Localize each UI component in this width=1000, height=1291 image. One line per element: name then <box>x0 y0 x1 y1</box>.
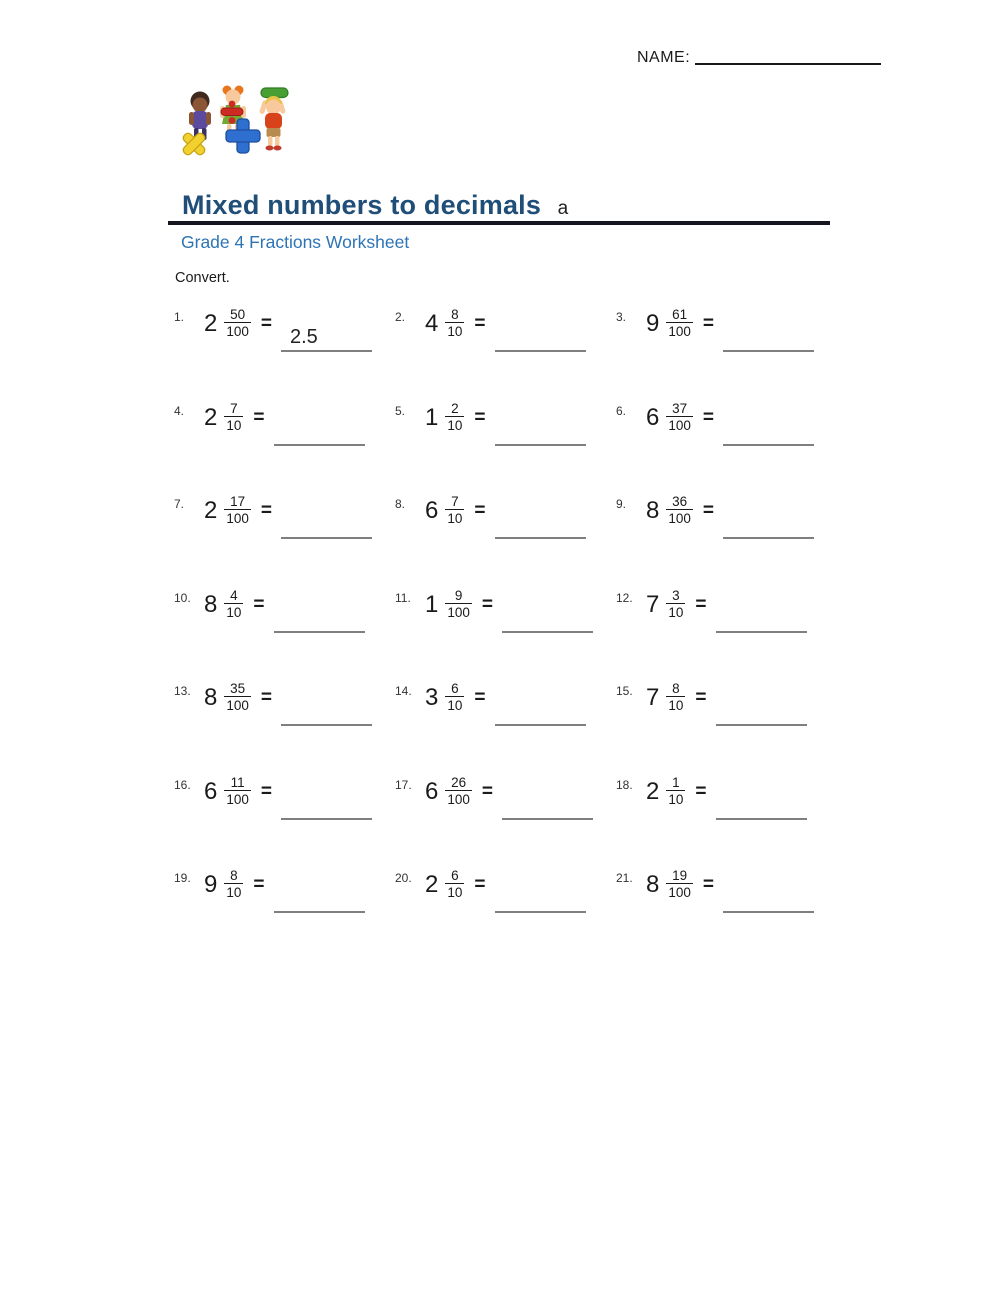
fraction-numerator: 50 <box>230 307 246 322</box>
fraction <box>224 494 251 526</box>
equals-sign: = <box>260 313 272 335</box>
fraction-denominator: 10 <box>668 604 684 620</box>
mixed-number-expression <box>425 308 486 340</box>
answer-blank[interactable] <box>716 592 807 633</box>
whole-number: 8 <box>646 871 660 899</box>
problem-number: 4. <box>174 403 185 418</box>
equals-sign: = <box>474 687 486 709</box>
equals-sign: = <box>253 593 265 615</box>
fraction-denominator: 10 <box>668 791 684 807</box>
problem-item <box>174 672 395 766</box>
mixed-number-expression <box>425 589 493 621</box>
fraction-numerator: 8 <box>230 868 238 883</box>
mixed-number-expression <box>425 682 486 714</box>
equals-sign: = <box>695 593 707 615</box>
fraction <box>445 401 464 433</box>
equals-sign: = <box>702 313 714 335</box>
problem-number: 15. <box>616 684 633 698</box>
mixed-number-expression <box>646 495 714 527</box>
whole-number: 6 <box>425 777 439 805</box>
answer-blank[interactable] <box>495 498 586 539</box>
title-divider <box>168 221 830 225</box>
whole-number: 7 <box>646 684 660 712</box>
problem-number: 17. <box>395 777 412 792</box>
whole-number: 2 <box>646 777 660 805</box>
fraction-numerator: 6 <box>451 868 459 883</box>
problem-item <box>616 298 832 392</box>
mixed-number-expression <box>425 495 486 527</box>
equals-sign: = <box>474 313 486 335</box>
fraction-numerator: 26 <box>451 774 467 790</box>
problem-number: 18. <box>616 777 633 792</box>
problem-item <box>616 859 832 953</box>
fraction-numerator: 6 <box>451 681 459 696</box>
fraction <box>445 307 464 339</box>
problem-number: 16. <box>174 777 191 792</box>
mixed-number-expression <box>646 776 707 808</box>
equals-sign: = <box>474 874 486 896</box>
fraction-denominator: 100 <box>668 511 691 527</box>
fraction-denominator: 10 <box>668 698 684 714</box>
mixed-number-expression <box>204 682 272 714</box>
mixed-number-expression <box>425 402 486 434</box>
problem-number: 11. <box>395 590 411 605</box>
fraction-denominator: 100 <box>447 604 470 620</box>
whole-number: 2 <box>204 403 218 431</box>
equals-sign: = <box>260 780 272 802</box>
mixed-number-expression <box>646 308 714 340</box>
name-row <box>637 42 881 67</box>
problem-item <box>616 392 832 486</box>
problem-item <box>174 392 395 486</box>
fraction <box>224 588 243 620</box>
problem-number: 7. <box>174 497 185 511</box>
fraction-denominator: 10 <box>447 698 463 714</box>
fraction-numerator: 1 <box>672 774 680 790</box>
fraction-denominator: 100 <box>668 417 691 433</box>
equals-sign: = <box>260 687 272 709</box>
problem-number: 20. <box>395 871 412 885</box>
fraction <box>445 868 464 900</box>
mixed-number-expression <box>204 589 265 621</box>
problem-item <box>174 298 395 392</box>
fraction <box>224 401 243 433</box>
plus-icon <box>226 119 260 153</box>
whole-number: 7 <box>646 590 660 618</box>
fraction-numerator: 11 <box>230 774 245 790</box>
fraction-denominator: 100 <box>226 324 249 340</box>
fraction-numerator: 9 <box>454 587 463 603</box>
fraction-denominator: 100 <box>226 791 249 807</box>
problem-item <box>174 579 395 673</box>
mixed-number-expression <box>204 308 272 340</box>
mixed-number-expression <box>646 589 707 621</box>
problem-number: 21. <box>616 871 633 885</box>
fraction <box>666 494 693 526</box>
fraction <box>666 307 693 339</box>
answer-blank[interactable] <box>723 311 814 352</box>
fraction-numerator: 7 <box>230 400 238 416</box>
equals-sign: = <box>695 687 707 709</box>
answer-blank[interactable] <box>281 311 372 352</box>
equals-sign: = <box>260 500 272 522</box>
fraction <box>224 681 251 713</box>
problem-number: 9. <box>616 497 627 511</box>
answer-blank[interactable] <box>274 872 365 913</box>
mixed-number-expression <box>425 776 493 808</box>
problem-number: 5. <box>395 403 406 418</box>
math-kids-logo-image <box>175 82 291 164</box>
fraction-numerator: 35 <box>230 681 246 696</box>
answer-blank[interactable] <box>281 685 372 726</box>
worksheet-version-letter: a <box>557 198 569 219</box>
mixed-number-expression <box>646 402 714 434</box>
fraction-numerator: 4 <box>230 587 238 603</box>
problem-item <box>616 485 832 579</box>
answer-blank[interactable] <box>495 872 586 913</box>
equals-sign: = <box>474 406 486 428</box>
equals-sign: = <box>702 500 714 522</box>
fraction <box>445 494 464 526</box>
equals-sign: = <box>253 406 265 428</box>
fraction <box>445 681 464 713</box>
fraction <box>666 681 685 713</box>
whole-number: 9 <box>646 310 660 338</box>
fraction <box>445 775 472 807</box>
fraction-denominator: 100 <box>226 698 249 714</box>
answer-blank[interactable] <box>281 498 372 539</box>
fraction-numerator: 17 <box>230 494 246 509</box>
whole-number: 3 <box>425 684 439 712</box>
mixed-number-expression <box>204 495 272 527</box>
problem-item <box>616 766 832 860</box>
instruction-text: Convert. <box>175 270 230 286</box>
whole-number: 2 <box>425 871 439 899</box>
answer-blank[interactable] <box>274 405 365 446</box>
fraction <box>666 588 685 620</box>
equals-sign: = <box>702 406 714 428</box>
mixed-number-expression <box>204 776 272 808</box>
equals-sign: = <box>481 593 493 615</box>
problem-number: 19. <box>174 871 191 885</box>
mixed-number-expression <box>646 869 714 901</box>
name-input-line[interactable] <box>695 45 881 65</box>
whole-number: 6 <box>204 777 218 805</box>
answer-blank[interactable] <box>502 592 593 633</box>
fraction <box>224 307 251 339</box>
problem-item <box>174 485 395 579</box>
whole-number: 1 <box>425 590 439 618</box>
title-row <box>182 190 568 221</box>
equals-sign: = <box>474 500 486 522</box>
fraction <box>666 868 693 900</box>
fraction-denominator: 10 <box>447 417 463 433</box>
answer-blank[interactable] <box>716 685 807 726</box>
whole-number: 1 <box>425 403 439 431</box>
whole-number: 8 <box>204 684 218 712</box>
problem-item <box>174 859 395 953</box>
mixed-number-expression <box>646 682 707 714</box>
fraction <box>666 401 693 433</box>
equals-sign: = <box>481 780 493 802</box>
problem-item <box>395 392 616 486</box>
answer-value: 2.5 <box>290 326 318 348</box>
fraction-denominator: 100 <box>668 885 691 901</box>
problem-item <box>174 766 395 860</box>
name-label: NAME: <box>637 49 691 66</box>
fraction-numerator: 19 <box>672 868 688 883</box>
problem-number: 12. <box>616 590 633 605</box>
problem-item <box>395 579 616 673</box>
problem-item <box>395 766 616 860</box>
worksheet-subtitle: Grade 4 Fractions Worksheet <box>181 232 410 252</box>
problem-item <box>395 672 616 766</box>
fraction-numerator: 8 <box>672 681 680 696</box>
fraction-numerator: 36 <box>672 494 688 509</box>
answer-blank[interactable] <box>723 405 814 446</box>
problem-number: 6. <box>616 403 627 418</box>
answer-blank[interactable] <box>274 592 365 633</box>
answer-blank[interactable] <box>495 405 586 446</box>
fraction-denominator: 10 <box>447 511 463 527</box>
fraction-numerator: 3 <box>672 587 680 603</box>
problem-item <box>395 298 616 392</box>
whole-number: 6 <box>425 497 439 525</box>
whole-number: 9 <box>204 871 218 899</box>
equals-sign: = <box>702 874 714 896</box>
problem-number: 2. <box>395 310 406 324</box>
answer-blank[interactable] <box>495 685 586 726</box>
answer-blank[interactable] <box>502 779 593 820</box>
fraction-denominator: 100 <box>226 511 249 527</box>
problem-number: 13. <box>174 684 191 698</box>
problem-number: 8. <box>395 497 406 511</box>
answer-blank[interactable] <box>716 779 807 820</box>
answer-blank[interactable] <box>495 311 586 352</box>
whole-number: 4 <box>425 310 439 338</box>
whole-number: 8 <box>646 497 660 525</box>
whole-number: 2 <box>204 310 218 338</box>
problem-number: 3. <box>616 310 627 324</box>
fraction-numerator: 7 <box>451 494 459 509</box>
equals-sign: = <box>253 874 265 896</box>
problem-item <box>616 672 832 766</box>
problem-item <box>395 485 616 579</box>
fraction-denominator: 10 <box>226 885 242 901</box>
fraction-denominator: 100 <box>668 324 691 340</box>
fraction-numerator: 61 <box>672 307 688 322</box>
fraction <box>224 868 243 900</box>
fraction <box>666 775 685 807</box>
problem-item <box>616 579 832 673</box>
mixed-number-expression <box>425 869 486 901</box>
fraction-numerator: 8 <box>451 307 459 322</box>
whole-number: 6 <box>646 403 660 431</box>
mixed-number-expression <box>204 869 265 901</box>
answer-blank[interactable] <box>723 872 814 913</box>
fraction <box>445 588 472 620</box>
fraction-denominator: 10 <box>226 417 242 433</box>
problems-grid <box>174 298 832 953</box>
fraction-denominator: 10 <box>447 885 463 901</box>
problem-item <box>395 859 616 953</box>
problem-number: 10. <box>174 590 191 605</box>
page-title: Mixed numbers to decimals <box>182 190 542 220</box>
whole-number: 2 <box>204 497 218 525</box>
math-kids-logo <box>175 82 291 164</box>
fraction-denominator: 100 <box>447 791 470 807</box>
problem-number: 14. <box>395 684 412 698</box>
fraction-denominator: 10 <box>226 604 242 620</box>
fraction-numerator: 37 <box>672 400 688 416</box>
fraction <box>224 775 251 807</box>
whole-number: 8 <box>204 590 218 618</box>
fraction-denominator: 10 <box>447 324 463 340</box>
equals-sign: = <box>695 780 707 802</box>
answer-blank[interactable] <box>723 498 814 539</box>
mixed-number-expression <box>204 402 265 434</box>
problem-number: 1. <box>174 310 185 324</box>
fraction-numerator: 2 <box>451 400 459 416</box>
answer-blank[interactable] <box>281 779 372 820</box>
